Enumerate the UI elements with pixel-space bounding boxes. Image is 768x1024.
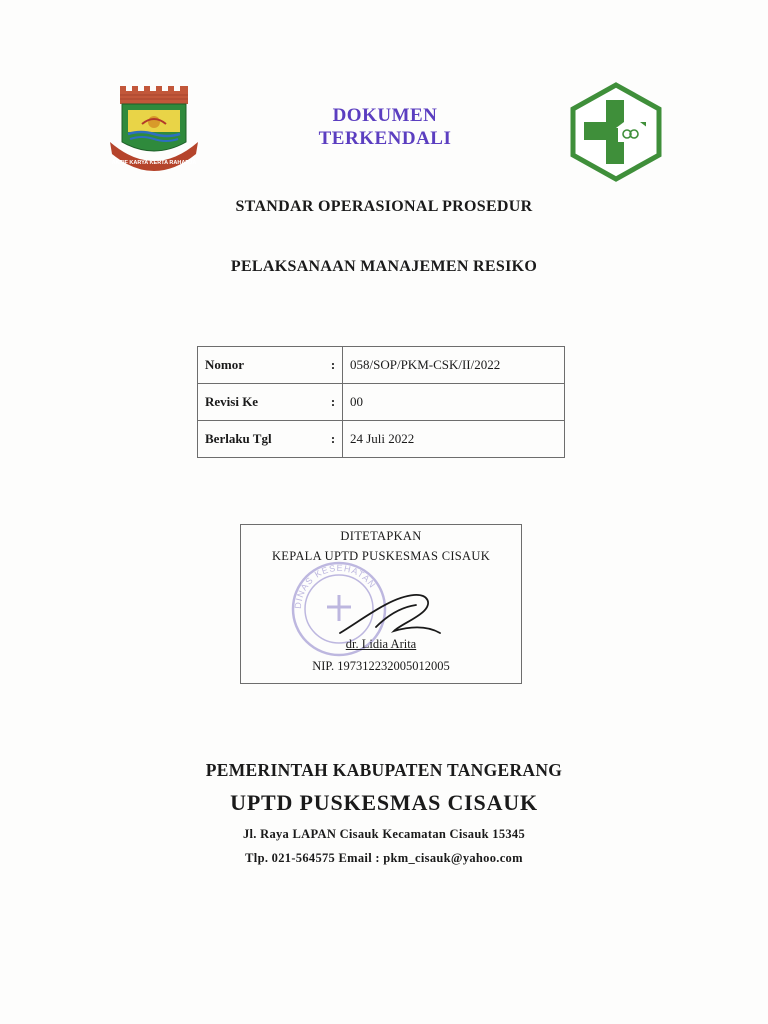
table-row [198,347,565,384]
document-info-table [197,346,565,458]
info-label-nomor: Nomor [198,347,325,384]
info-value-revisi: 00 [343,384,565,421]
tangerang-crest-logo [108,84,200,176]
stamp-text: DINAS KESEHATAN [292,562,378,610]
table-row [198,384,565,421]
government-name: PEMERINTAH KABUPATEN TANGERANG [205,760,563,780]
info-value-nomor: 058/SOP/PKM-CSK/II/2022 [343,347,565,384]
info-label-berlaku: Berlaku Tgl [198,421,325,458]
info-label-revisi: Revisi Ke [198,384,325,421]
approval-heading: DITETAPKAN [340,529,422,543]
controlled-document-stamp [290,104,480,150]
puskesmas-logo [566,82,666,182]
stamp-line-1: DOKUMEN [332,105,438,126]
info-colon: : [324,384,343,421]
document-subject-title: PELAKSANAAN MANAJEMEN RESIKO [230,258,538,275]
info-value-berlaku: 24 Juli 2022 [343,421,565,458]
signatory-name: dr. Lidia Arita [345,637,417,651]
document-type-title: STANDAR OPERASIONAL PROSEDUR [235,198,533,215]
info-colon: : [324,421,343,458]
info-colon: : [324,347,343,384]
table-row [198,421,565,458]
crest-motto: AKTIF KARYA KERTA RAHARJA [111,160,197,166]
institution-address: Jl. Raya LAPAN Cisauk Kecamatan Cisauk 15345 [242,827,526,841]
approval-position: KEPALA UPTD PUSKESMAS CISAUK [271,549,491,563]
signatory-nip: NIP. 197312232005012005 [312,659,450,673]
stamp-line-2: TERKENDALI [318,128,452,149]
institution-name: UPTD PUSKESMAS CISAUK [230,790,538,815]
institution-contact: Tlp. 021-564575 Email : pkm_cisauk@yahoo.com [245,851,523,865]
approval-box [240,524,522,684]
